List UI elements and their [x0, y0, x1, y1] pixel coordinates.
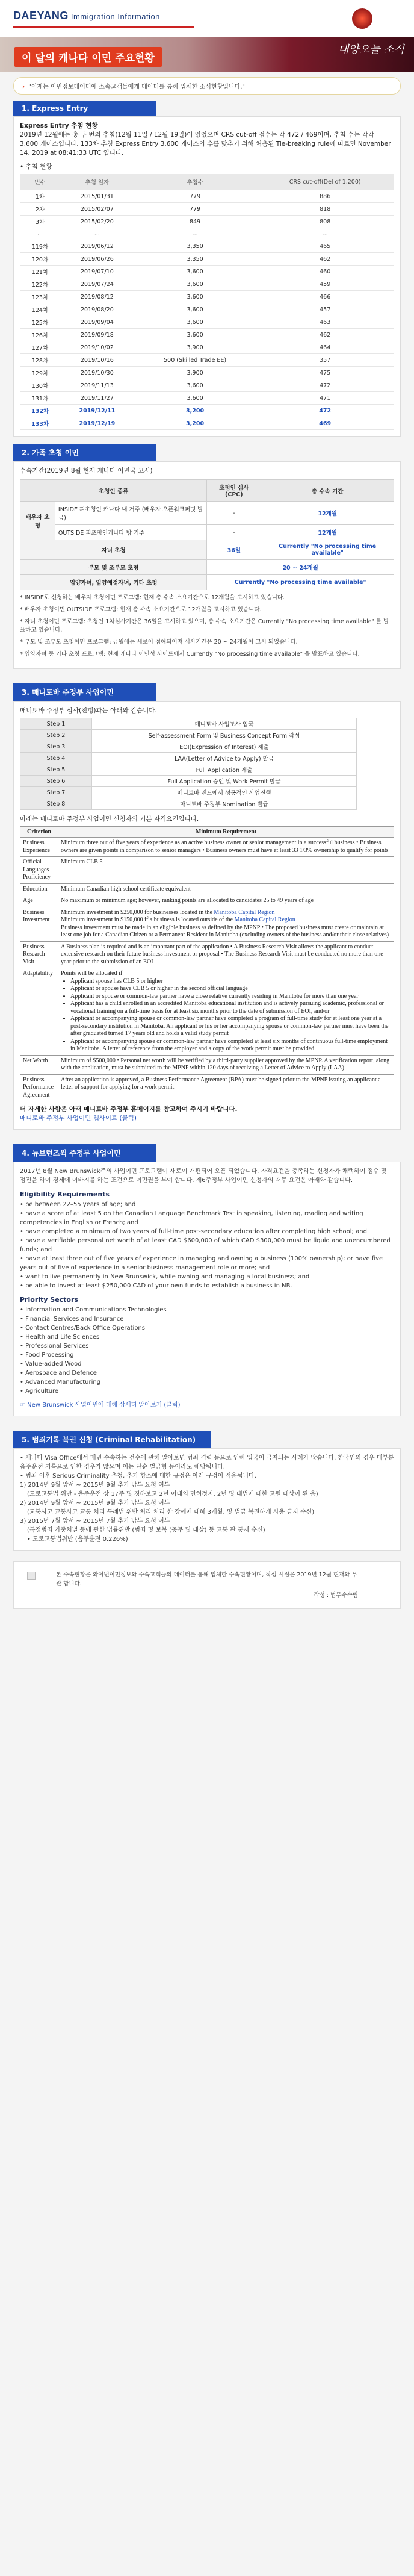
table-cell: 2019/08/12	[60, 291, 134, 303]
step-desc: LAA(Letter of Advice to Apply) 발급	[92, 753, 357, 764]
list-item: 2) 2014년 9월 앞서 ~ 2015년 9월 추가 납부 요청 여부	[20, 1500, 170, 1507]
criterion-label: Net Worth	[20, 1055, 58, 1074]
criterion-label: Business Experience	[20, 838, 58, 857]
list-item: • Applicant or spouse or common-law partner have a close relative currently residing in Manitoba for more than one year	[70, 993, 391, 1001]
table-cell: 2019/07/10	[60, 266, 134, 278]
step-label: Step 8	[20, 798, 92, 810]
table-cell: ...	[20, 228, 60, 240]
list-item: • 도로교통법위반 (음주운전 0.226%)	[27, 1536, 128, 1543]
table-cell: 2019/08/20	[60, 303, 134, 316]
list-item: • Applicant spouse has CLB 5 or higher	[70, 978, 391, 986]
list-item: • Applicant or accompanying spouse or common-law partner have completed a program of full-time study for at least one year at a post-secondary institution in Manitoba. An applicant or his or her accompanying spouse or common-law partner must have been the after graduated turned 17 years old and holds a valid study permit	[70, 1015, 391, 1038]
table-row	[20, 367, 394, 379]
section-heading: 3. 매니토바 주정부 사업이민	[13, 683, 156, 701]
table-header: Criterion	[20, 827, 58, 838]
section-manitoba	[13, 683, 401, 1130]
table-cell: 127차	[20, 341, 60, 354]
table-cell: 459	[256, 278, 394, 291]
table-cell: 472	[256, 405, 394, 417]
table-row	[20, 392, 394, 405]
table-header: 총 수속 기간	[261, 480, 394, 502]
list-item: • have a score of at least 5 on the Canadian Language Benchmark Test in speaking, listening, reading and writing competencies in English or French; and	[20, 1210, 363, 1226]
list-item: • Information and Communications Technologies	[20, 1307, 167, 1313]
table-cell: 2019/09/04	[60, 316, 134, 329]
table-cell: 입양자녀, 입양예정자녀, 기타 초청	[20, 575, 207, 590]
step-label: Step 3	[20, 741, 92, 753]
section-rehabilitation	[13, 1431, 401, 1551]
notes-list	[20, 594, 394, 659]
table-cell: 2019/09/18	[60, 329, 134, 341]
section-paragraph: 2019년 12월에는 총 두 번의 추첨(12월 11일 / 12월 19일)이 있었으며 CRS cut-off 점수는 각 472 / 469이며, 추첨 수는 각각 3,600 케이스입니다. 133차 추첨 Express Entry 3,600 케이스의 수를 맞추기 위해 처음된 Tie-breaking rule에 따르면 November 14, 2019 at 08:41:33 UTC 입니다.	[20, 131, 391, 157]
table-cell: 475	[256, 367, 394, 379]
table-cell: 2019/06/26	[60, 253, 134, 266]
criterion-value: Minimum of $500,000 • Personal net worth will be verified by a third-party supplier approved by the MPNP. A verification report, along with the application, must be submitted to the MPNP within 120 days of receiving a Letter of Advice to Apply (LAA)	[58, 1055, 394, 1074]
table-cell: 부모 및 조부모 초청	[20, 560, 207, 575]
table-cell: 131차	[20, 392, 60, 405]
list-item: • Food Processing	[20, 1352, 74, 1358]
table-cell: 3,600	[134, 303, 256, 316]
adaptability-intro: Points will be allocated if	[61, 970, 123, 977]
table-row	[20, 417, 394, 430]
table-cell: 2차	[20, 203, 60, 216]
section-heading: 4. 뉴브런즈윅 주정부 사업이민	[13, 1144, 156, 1162]
table-cell: 3,350	[134, 240, 256, 253]
list-item: • Contact Centres/Back Office Operations	[20, 1325, 145, 1331]
list-item: 1) 2014년 9월 앞서 ~ 2015년 9월 추가 납부 요청 여부	[20, 1482, 170, 1489]
section-card	[13, 116, 401, 437]
table-row	[20, 216, 394, 228]
table-cell: 460	[256, 266, 394, 278]
capital-region-link[interactable]: Manitoba Capital Region	[234, 916, 295, 923]
table-cell: 2015/02/20	[60, 216, 134, 228]
table-row	[20, 329, 394, 341]
footer-note	[13, 1561, 401, 1609]
section-heading: 1. Express Entry	[13, 101, 156, 116]
criteria-table	[20, 826, 394, 1101]
table-header: CRS cut-off(Del of 1,200)	[256, 174, 394, 190]
table-cell: 2019/12/11	[60, 405, 134, 417]
table-row	[20, 316, 394, 329]
criterion-label: Education	[20, 883, 58, 895]
step-desc: 매니토바 주정부 Nomination 발급	[92, 798, 357, 810]
section-paragraph: • 캐나다 Visa Office에서 매년 수속하는 건수에 관해 알아보면 범죄 경력 등으로 인해 입국이 금지되는 사례가 많습니다. 한국인의 경우 대부분 음주운전 기록으로 인한 경우가 많으며 이는 단순 벌금형 등이라도 해당됩니다.	[20, 1455, 394, 1470]
criterion-value: No maximum or minimum age; however, ranking points are allocated to candidates 25 to 49 years of age	[58, 895, 394, 907]
section-paragraph: 2017년 8월 New Brunswick주의 사업이민 프로그램이 새로이 개편되어 오픈 되었습니다. 자격요건을 충족하는 신청자가 채택하여 점수 및 점진을 하여 경제에 이바지를 하는 조건으로 이민권을 부여 합니다. 제6주정부 사업이민 신청자의 재무 요건은 아래와 같습니다.	[20, 1168, 387, 1184]
table-cell: 457	[256, 303, 394, 316]
section-title: Express Entry 추첨 현황	[20, 122, 98, 129]
table-header: Minimum Requirement	[58, 827, 394, 838]
list-item: • Applicant or accompanying spouse or common-law partner have completed at least six months of continuous full-time employment in Manitoba. A letter of reference from the employer and a copy of the work permit must be provided	[70, 1038, 391, 1053]
list-item: • have completed a minimum of two years of full-time post-secondary education after completing high school; and	[20, 1228, 367, 1235]
list-item: • Financial Services and Insurance	[20, 1316, 124, 1322]
table-cell: Currently "No processing time available"	[261, 540, 394, 560]
table-cell: 462	[256, 329, 394, 341]
table-cell: 119차	[20, 240, 60, 253]
table-cell: ...	[256, 228, 394, 240]
criterion-value	[58, 907, 394, 941]
table-cell: 357	[256, 354, 394, 367]
criterion-value: After an application is approved, a Business Performance Agreement (BPA) must be signed prior to the MPNP issuing an applicant a letter of support for applying for a work permit	[58, 1074, 394, 1101]
table-row	[20, 354, 394, 367]
table-header: 초청인 종류	[20, 480, 207, 502]
brand-subtitle: Immigration Information	[70, 12, 160, 21]
note-item: * 부모 및 조부모 초청이민 프로그램: 금월에는 새로이 접해되어져 심사기간은 20 ~ 24개월이 고시 되었습니다.	[20, 639, 298, 646]
table-row	[20, 190, 394, 203]
steps-table	[20, 718, 357, 810]
intro-text: "이제는 이민정보데이터에 소속고객들에게 데이터를 통해 입체한 소식현황입니다."	[28, 84, 246, 90]
criterion-label: Business Performance Agreement	[20, 1074, 58, 1101]
table-cell: 463	[256, 316, 394, 329]
table-cell: 2019/06/12	[60, 240, 134, 253]
brand-name: DAEYANG	[13, 10, 69, 22]
list-item: • have a verifiable personal net worth of at least CAD $600,000 of which CAD $300,000 must be liquid and unencumbered funds; and	[20, 1237, 391, 1253]
table-cell: 130차	[20, 379, 60, 392]
table-cell: 2019/07/24	[60, 278, 134, 291]
intro-note	[13, 77, 401, 95]
outro-text: 더 자세한 사항은 아래 매니토바 주정부 홈페이지를 참고하여 주시기 바랍니다.	[20, 1106, 238, 1113]
table-cell: 3,200	[134, 417, 256, 430]
table-cell: 3,900	[134, 341, 256, 354]
table-cell: 3차	[20, 216, 60, 228]
table-cell: 129차	[20, 367, 60, 379]
section-new-brunswick	[13, 1144, 401, 1416]
table-cell: 124차	[20, 303, 60, 316]
list-item: • Applicant or spouse have CLB 5 or higher in the second official language	[70, 985, 391, 993]
investment-text: Minimum investment in $150,000 if a business is located outside of the	[61, 916, 233, 923]
table-cell: 779	[134, 190, 256, 203]
section-intro: 수속기간(2019년 8월 현재 캐나다 이민국 고시)	[20, 467, 153, 474]
step-desc: Self-assessment Form 및 Business Concept Form 작성	[92, 730, 357, 741]
list-item: • want to live permanently in New Brunswick, while owning and managing a local business; and	[20, 1274, 310, 1280]
note-item: * 입양자녀 등 기타 초청 프로그램: 현재 캐나다 이민성 사이트에서 Currently "No processing time available" 을 발표하고 있습니다.	[20, 651, 360, 658]
criterion-value: Minimum Canadian high school certificate equivalent	[58, 883, 394, 895]
footer-text: 본 수속현황은 와이번이민정보와 수속고객들의 데이터를 통해 입체한 수속현황이며, 작성 시점은 2019년 12월 현재와 무관 합니다.	[56, 1572, 357, 1587]
note-item: * 자녀 초청이민 프로그램: 초청인 1차심사기간은 36일을 고시하고 있으며, 총 수속 소요기간은 Currently "No processing time available" 를 발표하고 있습니다.	[20, 618, 389, 633]
eligibility-heading: Eligibility Requirements	[20, 1190, 110, 1198]
table-cell: 123차	[20, 291, 60, 303]
rules-heading: • 범죄 이후 Serious Criminality 추청, 추가 항소에 대한 규정은 아래 규정이 적용됩니다.	[20, 1473, 256, 1479]
table-cell: 3,350	[134, 253, 256, 266]
step-label: Step 1	[20, 718, 92, 730]
draws-table	[20, 174, 394, 430]
brand-logo[interactable]	[13, 10, 160, 22]
table-cell: 1차	[20, 190, 60, 203]
step-desc: 매니토바 사업조사 입국	[92, 718, 357, 730]
step-desc: EOI(Expression of Interest) 제출	[92, 741, 357, 753]
table-cell: 132차	[20, 405, 60, 417]
table-row	[20, 228, 394, 240]
table-cell: 500 (Skilled Trade EE)	[134, 354, 256, 367]
table-cell: 3,600	[134, 329, 256, 341]
footer-signature: 작성 : 법무수속팀	[314, 1592, 358, 1599]
note-item: * 배우자 초청이민 OUTSIDE 프로그램: 현재 총 수속 소요기간으로 12개월을 고시하고 있습니다.	[20, 606, 262, 613]
table-cell: 849	[134, 216, 256, 228]
table-cell: 2015/01/31	[60, 190, 134, 203]
table-row	[20, 203, 394, 216]
step-desc: Full Application 승인 및 Work Permit 발급	[92, 776, 357, 787]
step-label: Step 7	[20, 787, 92, 798]
section-card	[13, 1162, 401, 1416]
table-row	[20, 405, 394, 417]
table-cell: 2019/11/27	[60, 392, 134, 405]
table-cell: 122차	[20, 278, 60, 291]
criterion-label: Adaptability	[20, 968, 58, 1056]
table-header: 초청인 심사 (CPC)	[207, 480, 261, 502]
manitoba-website-link[interactable]: 매니토바 주정부 사업이민 웹사이트 (클릭)	[20, 1115, 137, 1122]
table-cell: ...	[134, 228, 256, 240]
table-cell: 12개월	[261, 525, 394, 540]
list-item: • Health and Life Sciences	[20, 1334, 100, 1340]
table-cell: -	[207, 502, 261, 525]
criterion-label: Age	[20, 895, 58, 907]
table-cell: 462	[256, 253, 394, 266]
criterion-value: A Business plan is required and is an important part of the application • A Business Research Visit allows the applicant to conduct extensive research on their future business investment or proposal • The Business Research Visit must be conducted no more than one year prior to the submission of an EOI	[58, 941, 394, 968]
list-item: • Advanced Manufacturing	[20, 1379, 101, 1386]
list-item: 3) 2015년 7월 앞서 ~ 2015년 7월 추가 납부 요청 여부	[20, 1518, 170, 1525]
brand-underline	[13, 26, 194, 28]
priority-heading: Priority Sectors	[20, 1296, 78, 1304]
investment-text: Minimum investment in $250,000 for businesses located in the	[61, 909, 212, 916]
section-card	[13, 1448, 401, 1551]
chevron-right-icon: ›	[22, 84, 25, 90]
table-cell: 2019/12/19	[60, 417, 134, 430]
table-cell: 2019/10/16	[60, 354, 134, 367]
table-cell: 133차	[20, 417, 60, 430]
table-cell: 465	[256, 240, 394, 253]
group-cell: 배우자 초청	[20, 502, 55, 540]
table-cell: 자녀 초청	[20, 540, 207, 560]
list-item: (특정범죄 가중처벌 등에 관한 법률위반 (범죄 및 보복 (공무 및 대상) 등 교통 관 통제 수신)	[27, 1527, 265, 1534]
table-cell: 3,900	[134, 367, 256, 379]
step-label: Step 5	[20, 764, 92, 776]
list-item: • Aerospace and Defence	[20, 1370, 97, 1377]
table-row	[20, 341, 394, 354]
step-label: Step 4	[20, 753, 92, 764]
table-cell: 126차	[20, 329, 60, 341]
hero-orb-icon	[352, 8, 372, 29]
section-heading: 2. 가족 초청 이민	[13, 444, 156, 461]
table-cell: 3,200	[134, 405, 256, 417]
list-item: • Agriculture	[20, 1388, 59, 1395]
section-intro: 매니토바 주정부 심사(진행)과는 아래와 같습니다.	[20, 707, 157, 714]
table-row	[20, 303, 394, 316]
table-cell: 12개월	[261, 502, 394, 525]
step-label: Step 6	[20, 776, 92, 787]
table-cell: 125차	[20, 316, 60, 329]
table-cell: 469	[256, 417, 394, 430]
hero-title: 이 달의 캐나다 이민 주요현황	[14, 47, 162, 67]
table-cell: 36일	[207, 540, 261, 560]
table-header: 번수	[20, 174, 60, 190]
table-cell: INSIDE 피초청인 캐나다 내 거주 (배우자 오픈워크퍼밋 발급)	[55, 502, 206, 525]
table-row	[20, 266, 394, 278]
list-item: • Value-added Wood	[20, 1361, 82, 1367]
list-item: • have at least three out of five years of experience in managing and owning a business (100% ownership); or have five years out of five of experience in a senior business management role or more; and	[20, 1255, 383, 1271]
list-item: • Professional Services	[20, 1343, 89, 1349]
table-cell: ...	[60, 228, 134, 240]
hero-banner	[0, 37, 414, 72]
new-brunswick-link[interactable]: ☞ New Brunswick 사업이민에 대해 상세히 알아보기 (클릭)	[20, 1402, 181, 1408]
table-cell: 886	[256, 190, 394, 203]
section-card	[13, 701, 401, 1130]
table-cell: 2015/02/07	[60, 203, 134, 216]
table-cell: 2019/11/13	[60, 379, 134, 392]
section-express-entry	[13, 101, 401, 437]
list-item: • Applicant has a child enrolled in an accredited Manitoba educational institution and is actively pursuing academic, professional or vocational training on a full-time basis for at least six months prior to the date of submission of EOI, and/or	[70, 1000, 391, 1015]
table-cell: 3,600	[134, 291, 256, 303]
table-cell: 808	[256, 216, 394, 228]
table-cell: 20 ~ 24개월	[207, 560, 394, 575]
table-header: 추첨 일자	[60, 174, 134, 190]
table-cell: 3,600	[134, 392, 256, 405]
table-row	[20, 379, 394, 392]
table-cell: 121차	[20, 266, 60, 278]
table-cell: 818	[256, 203, 394, 216]
criterion-label: Official Languages Proficiency	[20, 857, 58, 884]
criteria-intro: 아래는 매니토바 주정부 사업이민 신청자의 기본 자격요건입니다.	[20, 815, 199, 823]
list-item: • be able to invest at least $250,000 CAD of your own funds to establish a business in NB.	[20, 1283, 292, 1289]
table-cell: 2019/10/30	[60, 367, 134, 379]
table-cell: 471	[256, 392, 394, 405]
criterion-value: Minimum three out of five years of experience as an active business owner or senior management in a successful business • Business owners are given points in comparison to senior managers • Business owners must have at least 33 1/3% ownership to qualify for points	[58, 838, 394, 857]
table-cell: 466	[256, 291, 394, 303]
table-cell: 3,600	[134, 379, 256, 392]
table-cell: 3,600	[134, 278, 256, 291]
adaptability-list	[61, 978, 391, 1053]
criterion-label: Business Investment	[20, 907, 58, 941]
table-row	[20, 253, 394, 266]
criterion-value	[58, 968, 394, 1056]
table-cell: 3,600	[134, 316, 256, 329]
table-cell: 128차	[20, 354, 60, 367]
criterion-label: Business Research Visit	[20, 941, 58, 968]
table-cell: Currently "No processing time available"	[207, 575, 394, 590]
investment-text: Business investment must be made in an eligible business as defined by the MPNP • The proposed business must create or maintain at least one job for a Canadian Citizen or a Permanent Resident in Manitoba (excluding owners of the business and/or their close relatives)	[61, 924, 389, 938]
step-label: Step 2	[20, 730, 92, 741]
sponsorship-table	[20, 479, 394, 590]
subheading: • 추첨 현황	[20, 163, 52, 170]
table-row	[20, 278, 394, 291]
list-item: (교통사고 교통사고 교통 처리 특례법 위반 처리 처리 한 장애에 대해 3개월, 및 벌금 복권하게 사용 금지 수신)	[27, 1509, 315, 1516]
capital-region-link[interactable]: Manitoba Capital Region	[214, 909, 275, 916]
table-header: 추첨수	[134, 174, 256, 190]
hero-script-text: 대양오늘 소식	[338, 43, 404, 56]
section-card	[13, 461, 401, 669]
step-desc: 매니토바 랜드에서 성공적인 사업진행	[92, 787, 357, 798]
draws-body	[20, 190, 394, 430]
list-item: • be between 22–55 years of age; and	[20, 1201, 136, 1208]
note-item: * INSIDE로 신청하는 배우자 초청이민 프로그램: 현재 총 수속 소요기간으로 12개월을 고시하고 있습니다.	[20, 594, 285, 601]
step-desc: Full Application 제출	[92, 764, 357, 776]
table-cell: 464	[256, 341, 394, 354]
table-cell: 2019/10/02	[60, 341, 134, 354]
document-icon	[27, 1572, 36, 1580]
list-item: (도로교통법 위반 - 음주운전 상 17주 및 징하보고 2년 이내의 면허정지, 2년 및 대법에 대한 고원 대상이 된 음)	[27, 1491, 318, 1498]
table-cell: 472	[256, 379, 394, 392]
table-cell: 120차	[20, 253, 60, 266]
table-cell: -	[207, 525, 261, 540]
section-family-sponsorship	[13, 444, 401, 669]
section-heading: 5. 범죄기록 복권 신청 (Criminal Rehabilitation)	[13, 1431, 211, 1448]
table-row	[20, 240, 394, 253]
table-row	[20, 291, 394, 303]
criterion-value: Minimum CLB 5	[58, 857, 394, 884]
table-cell: 779	[134, 203, 256, 216]
table-cell: OUTSIDE 피초청인캐나다 밖 거주	[55, 525, 206, 540]
table-cell: 3,600	[134, 266, 256, 278]
